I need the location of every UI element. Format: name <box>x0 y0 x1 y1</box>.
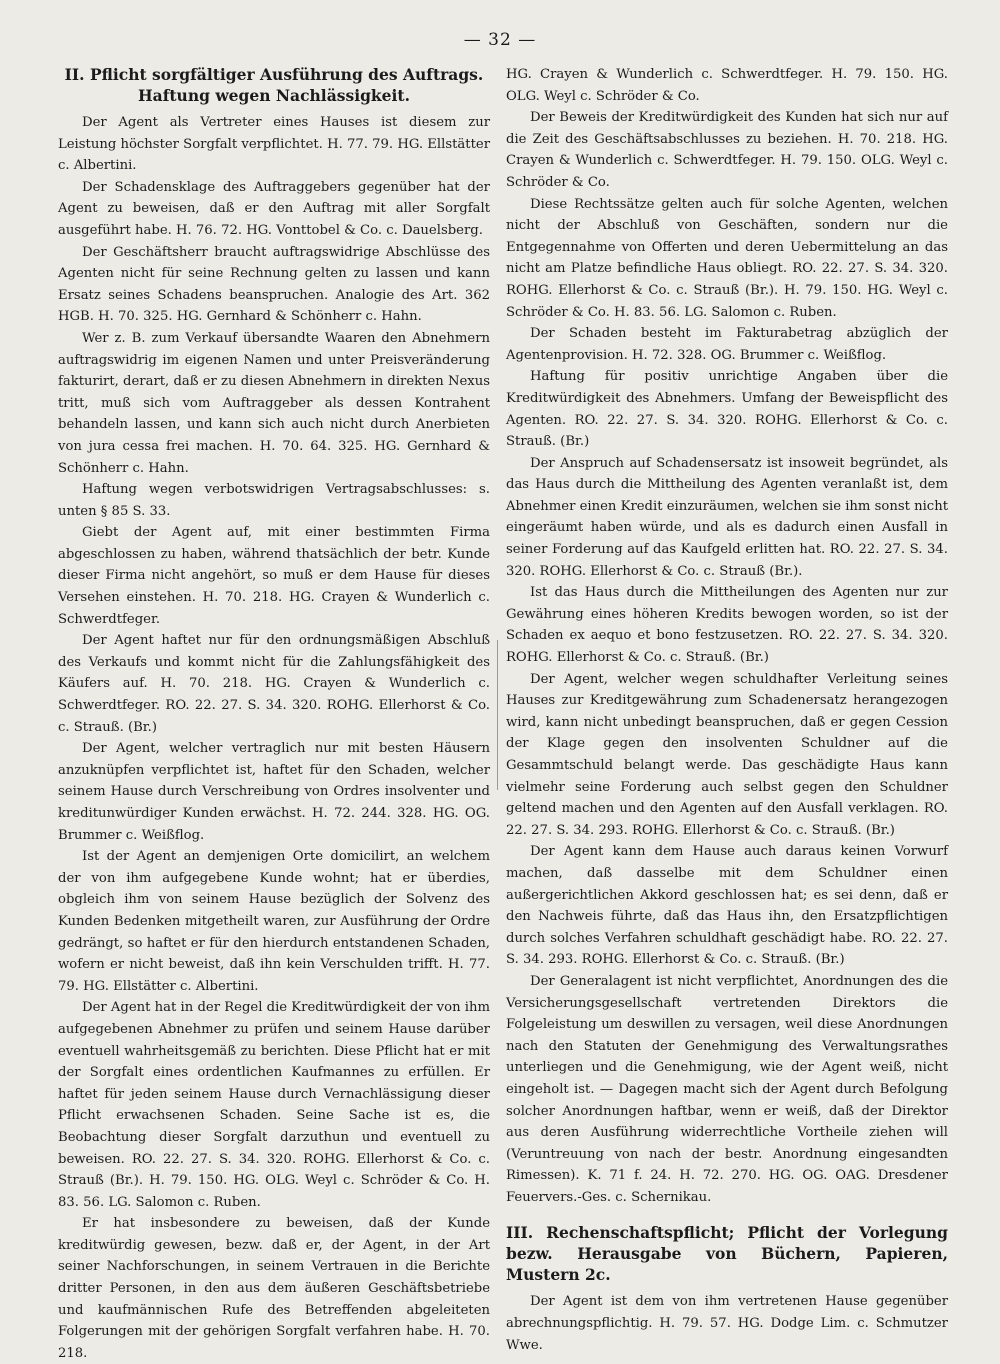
paragraph: Der Schaden besteht im Fakturabetrag abzüglich der Agentenprovision. H. 72. 328. OG. Brummer c. Weißflog. <box>506 326 948 363</box>
paragraph: Diese Rechtssätze gelten auch für solche Agenten, welchen nicht der Abschluß von Geschäften, sondern nur die Entgegennahme von Offerten und deren Uebermittelung an das nicht am Platze befindliche Haus obliegt. RO. 22. 27. S. 34. 320. ROHG. Ellerhorst & Co. c. Strauß (Br.). H. 79. 150. HG. Weyl c. Schröder & Co. H. 83. 56. LG. Salomon c. Ruben. <box>506 196 948 320</box>
paragraph: Der Agent als Vertreter eines Hauses ist diesem zur Leistung höchster Sorgfalt verpflichtet. H. 77. 79. HG. Ellstätter c. Albertini. <box>58 115 490 174</box>
paragraph: Giebt der Agent auf, mit einer bestimmten Firma abgeschlossen zu haben, während thatsächlich der betr. Kunde dieser Firma nicht angehört, so muß er dem Hause für dieses Versehen einstehen. H. 70. 218. HG. Crayen & Wunderlich c. Schwerdtfeger. <box>58 525 490 627</box>
paragraph: Der Agent kann dem Hause auch daraus keinen Vorwurf machen, daß dasselbe mit dem Schuldner einen außergerichtlichen Akkord geschlossen hat; es sei denn, daß er den Nachweis führte, daß das Haus ihn, den Ersatzpflichtigen durch solches Verfahren schuldhaft geschädigt habe. RO. 22. 27. S. 34. 293. ROHG. Ellerhorst & Co. c. Strauß. (Br.) <box>506 844 948 968</box>
paragraph: Haftung wegen verbotswidrigen Vertragsabschlusses: s. unten § 85 S. 33. <box>58 482 490 519</box>
page-number: — 32 — <box>463 30 537 50</box>
paragraph: Der Agent, welcher vertraglich nur mit besten Häusern anzuknüpfen verpflichtet ist, haftet für den Schaden, welcher seinem Hause durch Verschreibung von Ordres insolventer und kreditunwürdiger Kunden erwächst. H. 72. 244. 328. HG. OG. Brummer c. Weißflog. <box>58 741 490 843</box>
paragraph: Der Agent, welcher wegen schuldhafter Verleitung seines Hauses zur Kreditgewährung zum Schadenersatz herangezogen wird, kann nicht unbedingt beanspruchen, daß er gegen Cession der Klage gegen den insolventen Schuldner auf die Gesammtschuld belangt werde. Das geschädigte Haus kann vielmehr seine Forderung auch selbst gegen den Schuldner geltend machen und den Agenten auf den Ausfall verklagen. RO. 22. 27. S. 34. 293. ROHG. Ellerhorst & Co. c. Strauß. (Br.) <box>506 671 948 838</box>
paragraph-continuation: HG. Crayen & Wunderlich c. Schwerdtfeger. H. 79. 150. HG. OLG. Weyl c. Schröder & Co. <box>506 67 948 104</box>
paragraph: Haftung für positiv unrichtige Angaben über die Kreditwürdigkeit des Abnehmers. Umfang der Beweispflicht des Agenten. RO. 22. 27. S. 34. 320. ROHG. Ellerhorst & Co. c. Strauß. (Br.) <box>506 369 948 450</box>
paragraph: Der Agent ist dem von ihm vertretenen Hause gegenüber abrechnungspflichtig. H. 79. 57. HG. Dodge Lim. c. Schmutzer Wwe. <box>506 1294 948 1353</box>
paragraph: Der Anspruch auf Schadensersatz ist insoweit begründet, als das Haus durch die Mittheilung des Agenten veranlaßt ist, dem Abnehmer einen Kredit einzuräumen, welchen sie ihm sonst nicht eingeräumt haben würde, und als es dadurch einen Ausfall in seiner Forderung auf das Kaufgeld erlitten hat. RO. 22. 27. S. 34. 320. ROHG. Ellerhorst & Co. c. Strauß (Br.). <box>506 455 948 579</box>
paragraph: Der Geschäftsherr braucht auftragswidrige Abschlüsse des Agenten nicht für seine Rechnung gelten zu lassen und kann Ersatz seines Schadens beanspruchen. Analogie des Art. 362 HGB. H. 70. 325. HG. Gernhard & Schönherr c. Hahn. <box>58 244 490 325</box>
paragraph: Ist der Agent an demjenigen Orte domicilirt, an welchem der von ihm aufgegebene Kunde wohnt; hat er überdies, obgleich ihm von seinem Hause bezüglich der Solvenz des Kunden Bedenken mitgetheilt waren, zur Ausführung der Ordre gedrängt, so haftet er für den hierdurch entstandenen Schaden, wofern er nicht beweist, daß ihn kein Verschulden trifft. H. 77. 79. HG. Ellstätter c. Albertini. <box>58 849 490 994</box>
right-column <box>506 64 948 1356</box>
paragraph: Der Agent hat in der Regel die Kreditwürdigkeit der von ihm aufgegebenen Abnehmer zu prüfen und seinem Hause darüber eventuell wahrheitsgemäß zu berichten. Diese Pflicht hat er mit der Sorgfalt eines ordentlichen Kaufmannes zu erfüllen. Er haftet für jeden seinem Hause durch Vernachlässigung dieser Pflicht erwachsenen Schaden. Seine Sache ist es, die Beobachtung dieser Sorgfalt darzuthun und eventuell zu beweisen. RO. 22. 27. S. 34. 320. ROHG. Ellerhorst & Co. c. Strauß (Br.). H. 79. 150. HG. OLG. Weyl c. Schröder & Co. H. 83. 56. LG. Salomon c. Ruben. <box>58 1000 490 1210</box>
column-divider <box>497 640 498 790</box>
paragraph: Der Beweis der Kreditwürdigkeit des Kunden hat sich nur auf die Zeit des Geschäftsabschlusses zu beziehen. H. 70. 218. HG. Crayen & Wunderlich c. Schwerdtfeger. H. 79. 150. OLG. Weyl c. Schröder & Co. <box>506 110 948 190</box>
paragraph: Ist das Haus durch die Mittheilungen des Agenten nur zur Gewährung eines höheren Kredits bewogen worden, so ist der Schaden ex aequo et bono festzusetzen. RO. 22. 27. S. 34. 320. ROHG. Ellerhorst & Co. c. Strauß. (Br.) <box>506 585 948 666</box>
paragraph: Der Schadensklage des Auftraggebers gegenüber hat der Agent zu beweisen, daß er den Auftrag mit aller Sorgfalt ausgeführt habe. H. 76. 72. HG. Vonttobel & Co. c. Dauelsberg. <box>58 179 490 238</box>
left-column <box>58 64 490 1364</box>
paragraph: Der Agent haftet nur für den ordnungsmäßigen Abschluß des Verkaufs und kommt nicht für die Zahlungsfähigkeit des Käufers auf. H. 70. 218. HG. Crayen & Wunderlich c. Schwerdtfeger. RO. 22. 27. S. 34. 320. ROHG. Ellerhorst & Co. c. Strauß. (Br.) <box>58 633 490 735</box>
section-heading-2: II. Pflicht sorgfältiger Ausführung des Auftrags. Haftung wegen Nachlässigkeit. <box>64 65 484 105</box>
paragraph: Der Generalagent ist nicht verpflichtet, Anordnungen des die Versicherungsgesellschaft vertretenden Direktors die Folgeleistung um deswillen zu versagen, weil diese Anordnungen nach den Statuten der Genehmigung des Verwaltungsrathes unterliegen und die Genehmigung, wie der Agent weiß, nicht eingeholt ist. — Dagegen macht sich der Agent durch Befolgung solcher Anordnungen haftbar, wenn er weiß, daß der Direktor aus deren Ausführung widerrechtliche Vortheile ziehen will (Veruntreuung von nach der bestr. Anordnung eingesandten Rimessen). K. 71 f. 24. H. 72. 270. HG. OG. OAG. Dresdener Feuervers.-Ges. c. Schernikau. <box>506 973 948 1205</box>
paragraph: Er hat insbesondere zu beweisen, daß der Kunde kreditwürdig gewesen, bezw. daß er, der Agent, in der Art seiner Nachforschungen, in seinem Vertrauen in die Berichte dritter Personen, in den aus dem äußeren Geschäftsbetriebe und kaufmännischen Rufe des Betreffenden abgeleiteten Folgerungen mit der gehörigen Sorgfalt verfahren habe. H. 70. 218. <box>58 1216 490 1361</box>
paragraph: Wer z. B. zum Verkauf übersandte Waaren den Abnehmern auftragswidrig im eigenen Namen und unter Preisveränderung fakturirt, derart, daß er zu diesen Abnehmern in direkten Nexus tritt, muß sich vom Auftraggeber als dessen Kontrahent behandeln lassen, und kann sich auch nicht durch Anerbieten von jura cessa frei machen. H. 70. 64. 325. HG. Gernhard & Schönherr c. Hahn. <box>58 330 490 476</box>
section-heading-3: III. Rechenschaftspflicht; Pflicht der Vorlegung bezw. Herausgabe von Büchern, Papieren, Mustern 2c. <box>506 1223 948 1285</box>
